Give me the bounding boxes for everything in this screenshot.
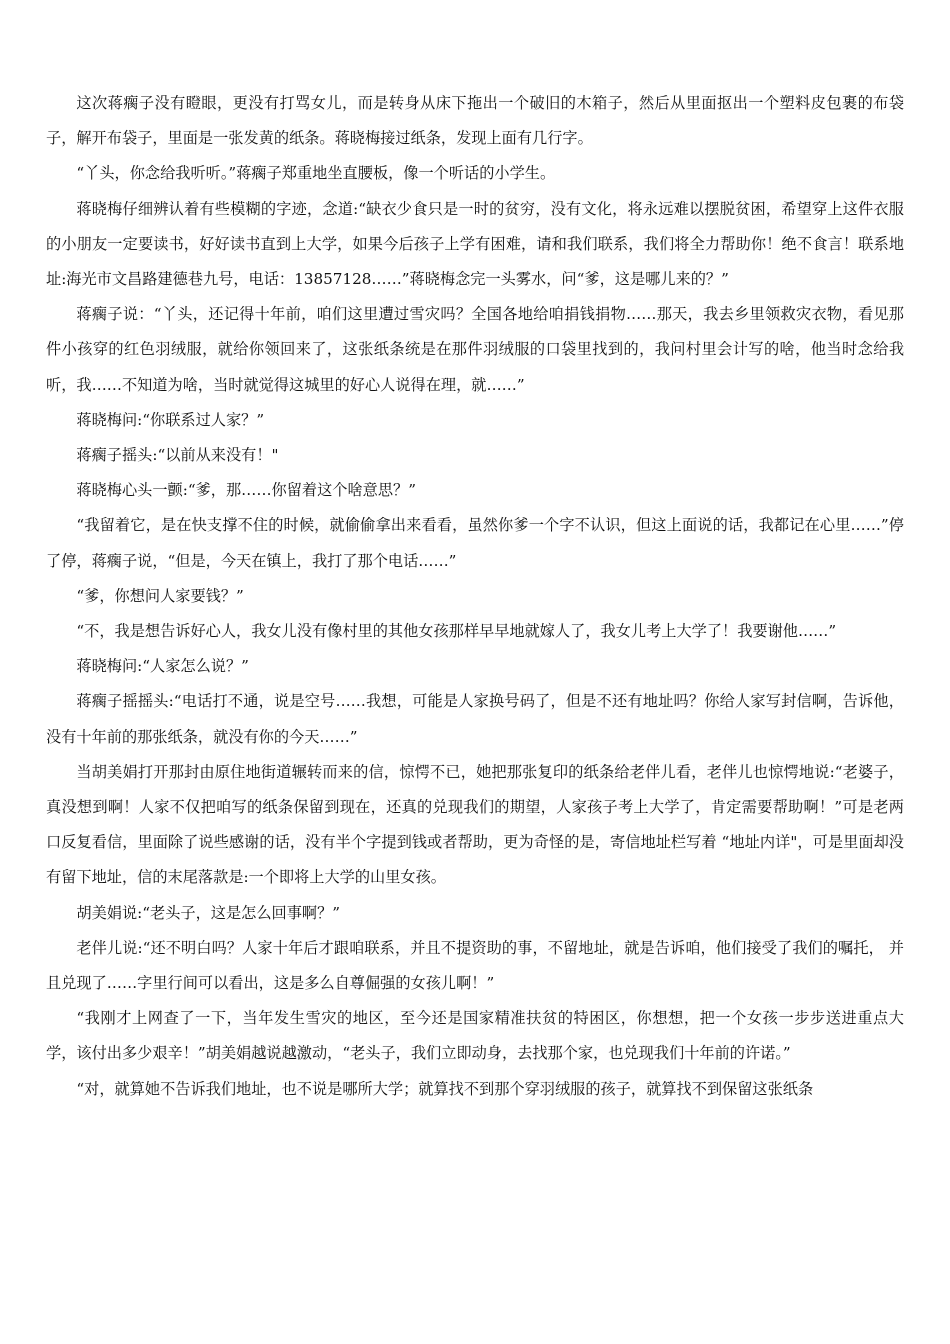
- paragraph-1: 这次蒋瘸子没有瞪眼，更没有打骂女儿，而是转身从床下拖出一个破旧的木箱子，然后从里面抠出一个塑料皮包裹的布袋子，解开布袋子，里面是一张发黄的纸条。蒋晓梅接过纸条，发现上面有几行字。: [46, 94, 904, 148]
- paragraph-9: “爹，你想问人家要钱？”: [76, 586, 244, 605]
- paragraph-13: 当胡美娟打开那封由原住地街道辗转而来的信，惊愕不已，她把那张复印的纸条给老伴儿看，老伴儿也惊愕地说:“老婆子，真没想到啊！人家不仅把咱写的纸条保留到现在，还真的兑现我们的期望，人家孩子考上大学了，肯定需要帮助啊！”可是老两口反复看信，里面除了说些感谢的话，没有半个字提到钱或者帮助，更为奇怪的是，寄信地址栏写着 “地址内详"，可是里面却没有留下地址，信的末尾落款是:一个即将上大学的山里女孩。: [46, 762, 904, 887]
- paragraph-5: 蒋晓梅问:“你联系过人家？”: [76, 410, 265, 429]
- paragraph-11: 蒋晓梅问:“人家怎么说？”: [76, 657, 249, 676]
- paragraph-10: “不，我是想告诉好心人，我女儿没有像村里的其他女孩那样早早地就嫁人了，我女儿考上大学了！我要谢他……”: [76, 622, 837, 641]
- paragraph-15: 老伴儿说:“还不明白吗？人家十年后才跟咱联系，并且不提资助的事，不留地址，就是告诉咱，他们接受了我们的嘱托， 并且兑现了……字里行间可以看出，这是多么自尊倔强的女孩儿啊！”: [46, 938, 904, 993]
- paragraph-7: 蒋晓梅心头一颤:“爹，那……你留着这个啥意思？”: [76, 481, 416, 500]
- paragraph-4: 蒋瘸子说：“丫头，还记得十年前，咱们这里遭过雪灾吗？全国各地给咱捐钱捐物……那天，我去乡里领救灾衣物，看见那件小孩穿的红色羽绒服，就给你领回来了，这张纸条统是在那件羽绒服的口袋里找到的，我问村里会计写的啥，他当时念给我听，我……不知道为啥，当时就觉得这城里的好心人说得在理，就……”: [46, 305, 904, 394]
- story-text: [46, 86, 904, 1107]
- paragraph-3: 蒋晓梅仔细辨认着有些模糊的字迹，念道:“缺衣少食只是一时的贫穷，没有文化，将永远难以摆脱贫困，希望穿上这件衣服的小朋友一定要读书，好好读书直到上大学，如果今后孩子上学有困难，请和我们联系，我们将全力帮助你！绝不食言！联系地址:海光市文昌路建德巷九号，电话：13857128……”蒋晓梅念完一头雾水，问“爹，这是哪儿来的？”: [46, 199, 904, 289]
- paragraph-17: “对，就算她不告诉我们地址，也不说是哪所大学；就算找不到那个穿羽绒服的孩子，就算找不到保留这张纸条: [76, 1079, 814, 1098]
- paragraph-6: 蒋瘸子摇头:“以前从来没有！": [76, 446, 279, 465]
- paragraph-2: “丫头，你念给我听听。”蒋瘸子郑重地坐直腰板，像一个听话的小学生。: [76, 164, 556, 183]
- paragraph-12: 蒋瘸子摇摇头:“电话打不通，说是空号……我想，可能是人家换号码了，但是不还有地址吗？你给人家写封信啊，告诉他，没有十年前的那张纸条，就没有你的今天……”: [46, 692, 904, 746]
- paragraph-14: 胡美娟说:“老头子，这是怎么回事啊？”: [76, 903, 341, 922]
- paragraph-16: “我刚才上网查了一下，当年发生雪灾的地区，至今还是国家精准扶贫的特困区，你想想，把一个女孩一步步送进重点大学，该付出多少艰辛！”胡美娟越说越激动，“老头子，我们立即动身，去找那个家，也兑现我们十年前的许诺。”: [46, 1009, 904, 1063]
- paragraph-8: “我留着它，是在快支撑不住的时候，就偷偷拿出来看看，虽然你爹一个字不认识，但这上面说的话，我都记在心里……”停了停，蒋瘸子说，“但是，今天在镇上，我打了那个电话……”: [46, 516, 904, 570]
